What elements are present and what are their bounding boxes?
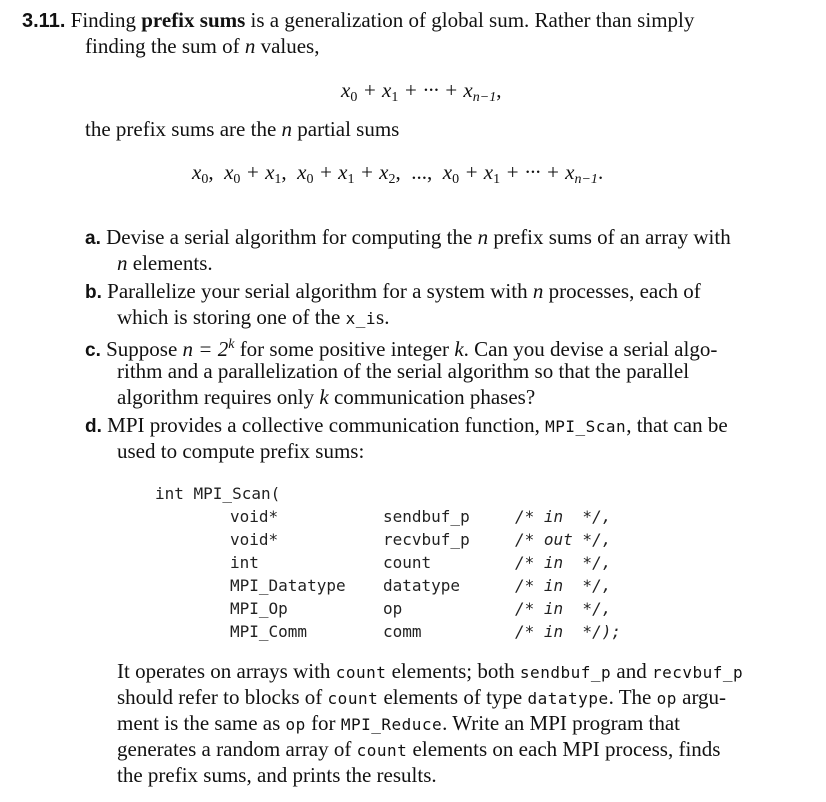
- para-text: elements on each MPI process, finds: [407, 737, 721, 761]
- para-text: ment is the same as: [117, 711, 286, 735]
- code-row: [230, 505, 278, 528]
- code-type: void*: [230, 507, 279, 526]
- code-row: [230, 620, 307, 643]
- code-param-name: comm: [383, 622, 422, 641]
- code-comment: /* in */,: [515, 507, 612, 526]
- code-comment: /* in */);: [515, 622, 621, 641]
- code-row: [230, 528, 278, 551]
- code-param-name: count: [383, 553, 432, 572]
- para-code-count: count: [356, 741, 408, 760]
- code-comment: /* in */,: [515, 576, 612, 595]
- part-d-para-line2: [117, 684, 726, 712]
- exercise-number: 3.11.: [22, 10, 66, 32]
- code-param-name: op: [383, 599, 403, 618]
- part-d-text3: used to compute prefix sums:: [117, 439, 365, 463]
- partial-n: n: [281, 117, 293, 141]
- code-type: void*: [230, 530, 279, 549]
- part-a-text3: elements.: [127, 251, 213, 275]
- code-row: [515, 620, 621, 643]
- exercise-intro-line2: [85, 33, 319, 59]
- para-code-count: count: [327, 689, 379, 708]
- part-d-text2: , that can be: [626, 413, 728, 437]
- part-a-line2: [117, 250, 213, 276]
- part-c-text6: communication phases?: [328, 385, 536, 409]
- part-c-math: n = 2: [182, 337, 229, 361]
- part-d-line2: [117, 438, 364, 464]
- part-c-text5: algorithm requires only: [117, 385, 320, 409]
- part-d-label: d.: [85, 416, 102, 437]
- para-code-sendbuf: sendbuf_p: [519, 663, 612, 682]
- code-param-name: sendbuf_p: [383, 507, 470, 526]
- code-type: MPI_Datatype: [230, 576, 346, 595]
- intro-line2-end: values,: [255, 34, 320, 58]
- part-d-para-line3: [117, 710, 680, 738]
- para-code-op: op: [656, 689, 677, 708]
- code-row: [383, 574, 460, 597]
- code-comment: /* in */,: [515, 599, 612, 618]
- para-text: . The: [608, 685, 657, 709]
- code-comment: /* in */,: [515, 553, 612, 572]
- part-a-line1: [85, 224, 731, 252]
- para-text: the prefix sums, and prints the results.: [117, 763, 437, 787]
- equation-sum: [341, 77, 501, 111]
- para-text: elements; both: [386, 659, 520, 683]
- intro-n: n: [244, 34, 256, 58]
- part-c-text2: for some positive integer: [234, 337, 455, 361]
- eq1-render: $x_0 + x_1$ + ··· + $x_{n-1}$,: [341, 78, 502, 105]
- part-b-n: n: [532, 279, 544, 303]
- part-d-code: MPI_Scan: [545, 417, 627, 436]
- part-a-text2: prefix sums of an array with: [488, 225, 731, 249]
- code-row: [515, 505, 611, 528]
- para-text: argu-: [676, 685, 727, 709]
- partial-text-a: the prefix sums are the: [85, 117, 282, 141]
- code-type: int: [230, 553, 259, 572]
- code-param-name: recvbuf_p: [383, 530, 470, 549]
- code-row: [383, 597, 402, 620]
- part-b-text2: processes, each of: [543, 279, 701, 303]
- part-b-text1: Parallelize your serial algorithm for a system with: [107, 279, 533, 303]
- part-c-sup: k: [228, 337, 235, 352]
- part-c-line2: [117, 358, 689, 384]
- eq2-render: $x_0$, $x_0 + x_1$, $x_0 + x_1 + x_2$, ..., $x_0 + x_1$ + ··· + $x_{n-1}$.: [192, 160, 604, 187]
- equation-prefix-sums: [192, 159, 603, 193]
- part-a-n1: n: [477, 225, 489, 249]
- code-type: MPI_Comm: [230, 622, 308, 641]
- part-b-line1: [85, 278, 701, 306]
- part-b-label: b.: [85, 282, 102, 303]
- para-text: generates a random array of: [117, 737, 357, 761]
- intro-text: Finding: [70, 8, 142, 32]
- exercise-intro-line1: [22, 7, 694, 34]
- code-row: [515, 528, 611, 551]
- code-row: [515, 597, 611, 620]
- part-d-line1: [85, 412, 728, 440]
- code-comment: /* out */,: [515, 530, 612, 549]
- para-text: for: [305, 711, 341, 735]
- intro-bold-term: prefix sums: [141, 8, 246, 32]
- part-c-line3: [117, 384, 535, 410]
- code-row: [383, 505, 470, 528]
- part-d-para-line1: [117, 658, 743, 686]
- para-code-recvbuf: recvbuf_p: [651, 663, 744, 682]
- intro-line2-text: finding the sum of: [85, 34, 245, 58]
- partial-sums-line: [85, 116, 399, 142]
- part-c-text1: Suppose: [106, 337, 183, 361]
- part-c-k: k: [454, 337, 464, 361]
- part-d-para-line5: [117, 762, 437, 788]
- intro-text-cont: is a generalization of global sum. Rather than simply: [245, 8, 695, 32]
- code-row: [230, 574, 346, 597]
- part-b-line2: [117, 304, 389, 332]
- part-c-text3: . Can you devise a serial algo-: [463, 337, 718, 361]
- para-text: It operates on arrays with: [117, 659, 336, 683]
- code-row: [383, 551, 431, 574]
- code-row: [515, 574, 611, 597]
- part-c-k2: k: [319, 385, 329, 409]
- part-d-para-line4: [117, 736, 720, 764]
- code-param-name: datatype: [383, 576, 461, 595]
- para-text: should refer to blocks of: [117, 685, 328, 709]
- part-d-text1: MPI provides a collective communication function,: [107, 413, 546, 437]
- code-row: [515, 551, 611, 574]
- part-b-text4: s.: [376, 305, 390, 329]
- code-row: [383, 528, 470, 551]
- part-a-label: a.: [85, 228, 101, 249]
- part-c-label: c.: [85, 340, 101, 361]
- para-text: . Write an MPI program that: [442, 711, 681, 735]
- code-row: [230, 551, 259, 574]
- partial-text-b: partial sums: [292, 117, 400, 141]
- para-code-mpi-reduce: MPI_Reduce: [340, 715, 443, 734]
- part-b-code: x_i: [345, 309, 377, 328]
- code-row: [230, 597, 288, 620]
- para-code-datatype: datatype: [527, 689, 609, 708]
- para-text: elements of type: [378, 685, 528, 709]
- part-a-text1: Devise a serial algorithm for computing the: [106, 225, 478, 249]
- code-type: MPI_Op: [230, 599, 288, 618]
- code-header: int MPI_Scan(: [155, 484, 281, 503]
- para-code-op: op: [285, 715, 306, 734]
- para-text: and: [611, 659, 652, 683]
- part-a-n2: n: [117, 251, 128, 275]
- code-row: [383, 620, 422, 643]
- part-c-text4: rithm and a parallelization of the serial algorithm so that the parallel: [117, 359, 690, 383]
- part-b-text3: which is storing one of the: [117, 305, 346, 329]
- para-code-count: count: [335, 663, 387, 682]
